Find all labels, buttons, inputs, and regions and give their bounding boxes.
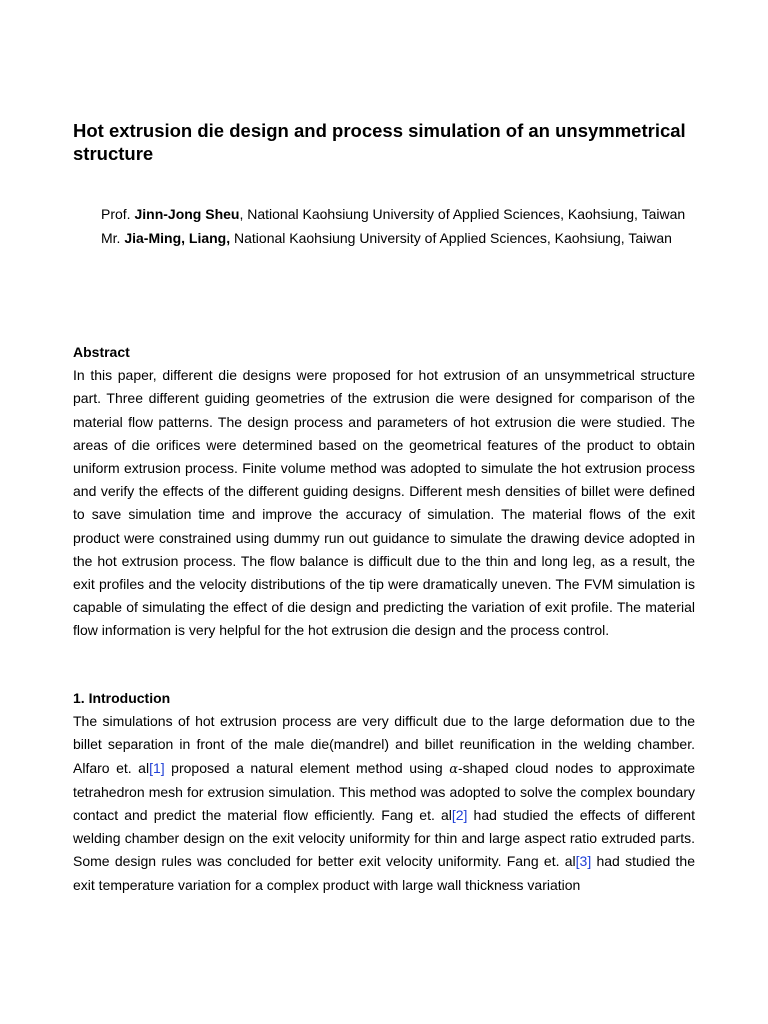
paper-title: Hot extrusion die design and process simulation of an unsymmetrical structure <box>73 120 686 164</box>
author-2-name: Jia-Ming, Liang, <box>124 229 231 246</box>
author-1-name: Jinn-Jong Sheu <box>134 206 240 222</box>
reference-link-3[interactable]: [3] <box>575 853 592 870</box>
abstract-text: In this paper, different die designs were proposed for hot extrusion of an unsymmetrical structure part. Three different guiding geometries of the extrusion die were designed for comparison of the material flow patterns. The design process and parameters of hot extrusion die were studied. The areas of die orifices were determined based on the geometrical features of the product to obtain uniform extrusion process. Finite volume method was adopted to simulate the hot extrusion process and verify the effects of the different guiding designs. Different mesh densities of billet were defined to save simulation time and improve the accuracy of simulation. The material flows of the exit product were constrained using dummy run out guidance to simulate the drawing device adopted in the hot extrusion process. The flow balance is difficult due to the thin and long leg, as a result, the exit profiles and the velocity distributions of the tip were dramatically uneven. The FVM simulation is capable of simulating the effect of die design and predicting the variation of exit profile. The material flow information is very helpful for the hot extrusion die design and the process control. <box>73 367 695 639</box>
intro-text-segment: had studied the exit temperature variation for a complex product with large wall thickness variation <box>73 853 695 893</box>
author-block <box>101 203 695 250</box>
author-line-2 <box>101 227 695 251</box>
author-1-prefix: Prof. <box>101 206 135 222</box>
introduction-text <box>73 710 695 897</box>
abstract-heading: Abstract <box>73 344 130 360</box>
author-line-1 <box>101 203 695 227</box>
intro-text-segment: had studied the effects of different welding chamber design on the exit velocity uniformity for thin and large aspect ratio extruded parts. Some design rules was concluded for better exit velocity uniformity. Fang et. al <box>73 807 695 870</box>
intro-text-segment: -shaped cloud nodes to approximate tetrahedron mesh for extrusion simulation. This method was adopted to solve the complex boundary contact and predict the material flow efficiently. Fang et. al <box>73 759 696 824</box>
introduction-section <box>73 687 695 897</box>
reference-link-1[interactable]: [1] <box>149 759 165 776</box>
introduction-heading: 1. Introduction <box>73 690 171 706</box>
reference-link-2[interactable]: [2] <box>451 807 468 824</box>
alpha-symbol: α <box>449 761 459 777</box>
author-1-affiliation: , National Kaohsiung University of Applied Sciences, Kaohsiung, Taiwan <box>239 206 686 222</box>
intro-text-segment: proposed a natural element method using <box>164 759 450 776</box>
abstract-section <box>73 341 695 643</box>
author-2-prefix: Mr. <box>101 229 125 246</box>
intro-text-segment: The simulations of hot extrusion process are very difficult due to the large deformation due to the billet separation in front of the male die(mandrel) and billet reunification in the welding chamber. Alfaro et. al <box>73 713 695 776</box>
author-2-affiliation: National Kaohsiung University of Applied Sciences, Kaohsiung, Taiwan <box>230 229 672 246</box>
